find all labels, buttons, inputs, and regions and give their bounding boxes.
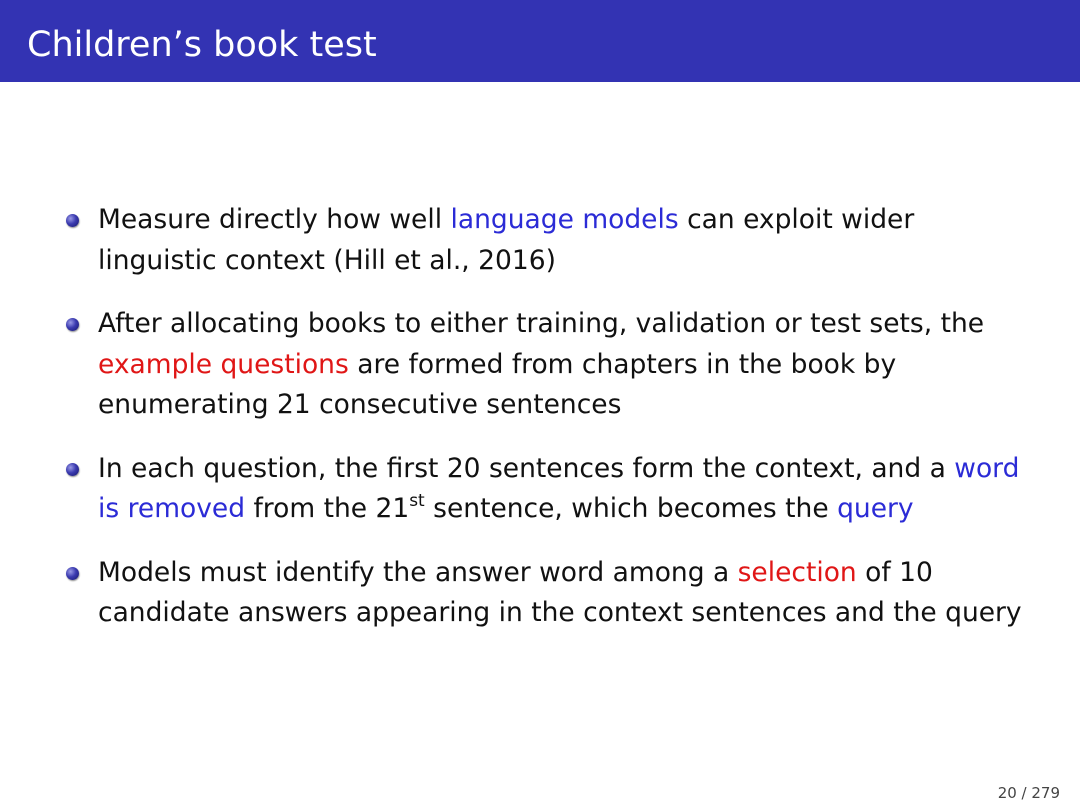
bullet-line [98, 553, 1040, 594]
bullet-text: of 10 [856, 556, 933, 588]
highlight-selection: selection [737, 556, 857, 588]
highlight-word: word [954, 452, 1020, 484]
bullet-ball-icon [66, 318, 79, 331]
bullet-line: enumerating 21 consecutive sentences [98, 389, 622, 420]
highlight-example-questions: example questions [98, 348, 349, 380]
bullet-text: Measure directly how well [98, 204, 451, 235]
bullet-ball-icon [66, 463, 79, 476]
bullet-item [0, 304, 1080, 426]
bullet-text: In each question, the first 20 sentences form the context, and a [98, 452, 955, 484]
bullet-text: Models must identify the answer word among a [98, 556, 738, 588]
bullet-text: from the 21 [245, 493, 410, 524]
ordinal-superscript: st [409, 491, 425, 511]
page-number: 20 / 279 [997, 784, 1060, 802]
bullet-line [98, 345, 1040, 386]
bullet-text: sentence, which becomes the [424, 493, 838, 524]
bullet-text: can exploit wider [678, 204, 915, 235]
bullet-ball-icon [66, 567, 79, 580]
title-bar [0, 0, 1080, 82]
bullet-line: linguistic context (Hill et al., 2016) [98, 244, 556, 276]
slide-title: Children’s book test [27, 25, 377, 65]
bullet-line: After allocating books to either training, validation or test sets, the [98, 308, 985, 339]
bullet-ball-icon [66, 214, 79, 227]
highlight-query: query [837, 493, 914, 524]
bullet-line [98, 200, 1040, 241]
bullet-list [0, 200, 1080, 657]
bullet-item [0, 200, 1080, 281]
bullet-line [98, 489, 1040, 530]
bullet-item [0, 553, 1080, 634]
bullet-text: are formed from chapters in the book by [348, 348, 897, 380]
highlight-language-models: language models [450, 204, 679, 235]
bullet-line: candidate answers appearing in the context sentences and the query [98, 597, 1022, 628]
bullet-item [0, 449, 1080, 530]
highlight-is-removed: is removed [98, 493, 246, 524]
bullet-line [98, 449, 1040, 490]
